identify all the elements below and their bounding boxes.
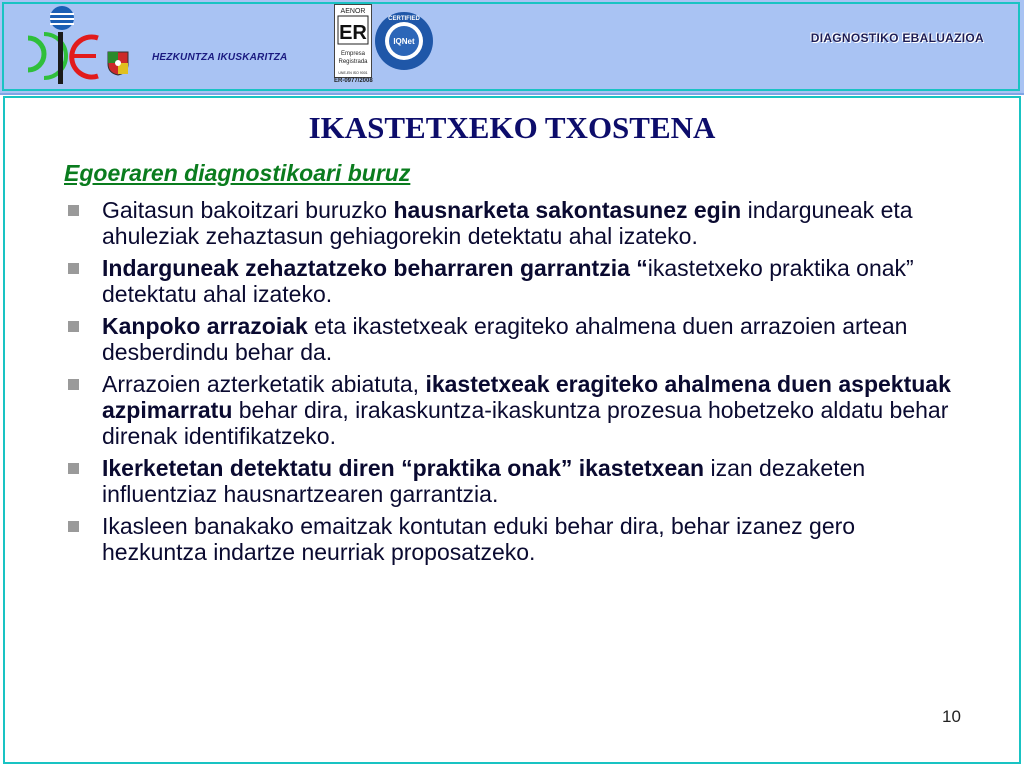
bullet-text: indarguneak eta ahuleziak zehaztasun gehiagorekin detektatu ahal izateko. [102,197,913,249]
aenor-top-text: AENOR [340,8,366,15]
cert-code: ER-0977/2008 [334,78,373,84]
aenor-cert-icon [334,4,372,78]
slide-subtitle: Egoeraren diagnostikoari buruz [64,160,411,186]
aenor-bottom-text: UNE-EN ISO 9001 [338,71,368,75]
header-frame [2,2,1020,91]
bullet-square-icon [68,205,79,216]
section-label: DIAGNOSTIKO EBALUAZIOA [810,31,984,45]
page-number: 10 [942,707,961,726]
aenor-text-2: Registrada [338,59,368,65]
bullet-bold-text: Kanpoko arrazoiak [102,313,308,339]
bullet-item [64,313,964,365]
slide-header [0,0,1024,95]
iqnet-mark-text: IQNet [393,37,415,46]
aenor-text-1: Empresa [340,51,366,57]
bullet-text: behar dira, irakaskuntza-ikaskuntza prozesua hobetzeko aldatu behar direnak identifikatzeko. [102,397,949,449]
bullet-bold-text: Ikerketetan detektatu diren “praktika onak” ikastetxean [102,455,705,481]
bullet-text: eta ikastetxeak eragiteko ahalmena duen arrazoien artean desberdindu behar da. [102,313,908,365]
slide-title: IKASTETXEKO TXOSTENA [308,110,716,145]
bullet-text: ikastetxeko praktika onak” detektatu ahal izateko. [102,255,914,307]
bullet-item [64,371,964,449]
bullet-bold-text: Indarguneak zehaztatzeko beharraren garrantzia “ [102,255,648,281]
bullet-item [64,455,964,507]
aenor-mark-text: ER [339,22,367,44]
bullet-bold-text: hausnarketa sakontasunez egin [393,197,742,223]
bullet-text: Gaitasun bakoitzari buruzko [102,197,394,223]
bullet-text: Arrazoien azterketatik abiatuta, [102,371,426,397]
iqnet-ring-text: CERTIFIED [388,16,420,22]
ie-logo-icon [22,4,106,86]
iqnet-cert-icon [373,6,435,76]
bullet-square-icon [68,263,79,274]
bullet-text: Ikasleen banakako emaitzak kontutan eduki behar dira, behar izanez gero hezkuntza indartze neurriak proposatzeko. [102,513,856,565]
bullet-item [64,197,964,249]
bullet-square-icon [68,463,79,474]
bullet-square-icon [68,321,79,332]
org-name: HEZKUNTZA IKUSKARITZA [152,52,288,63]
bullet-item [64,513,964,565]
bullet-square-icon [68,521,79,532]
bullet-item [64,255,964,307]
bullet-list [64,197,964,571]
bullet-bold-text: ikastetxeak eragiteko ahalmena duen aspektuak azpimarratu [102,371,951,423]
bullet-square-icon [68,379,79,390]
bullet-text: izan dezaketen influentziaz hausnartzearen garrantzia. [102,455,866,507]
coat-of-arms-icon [107,50,129,76]
